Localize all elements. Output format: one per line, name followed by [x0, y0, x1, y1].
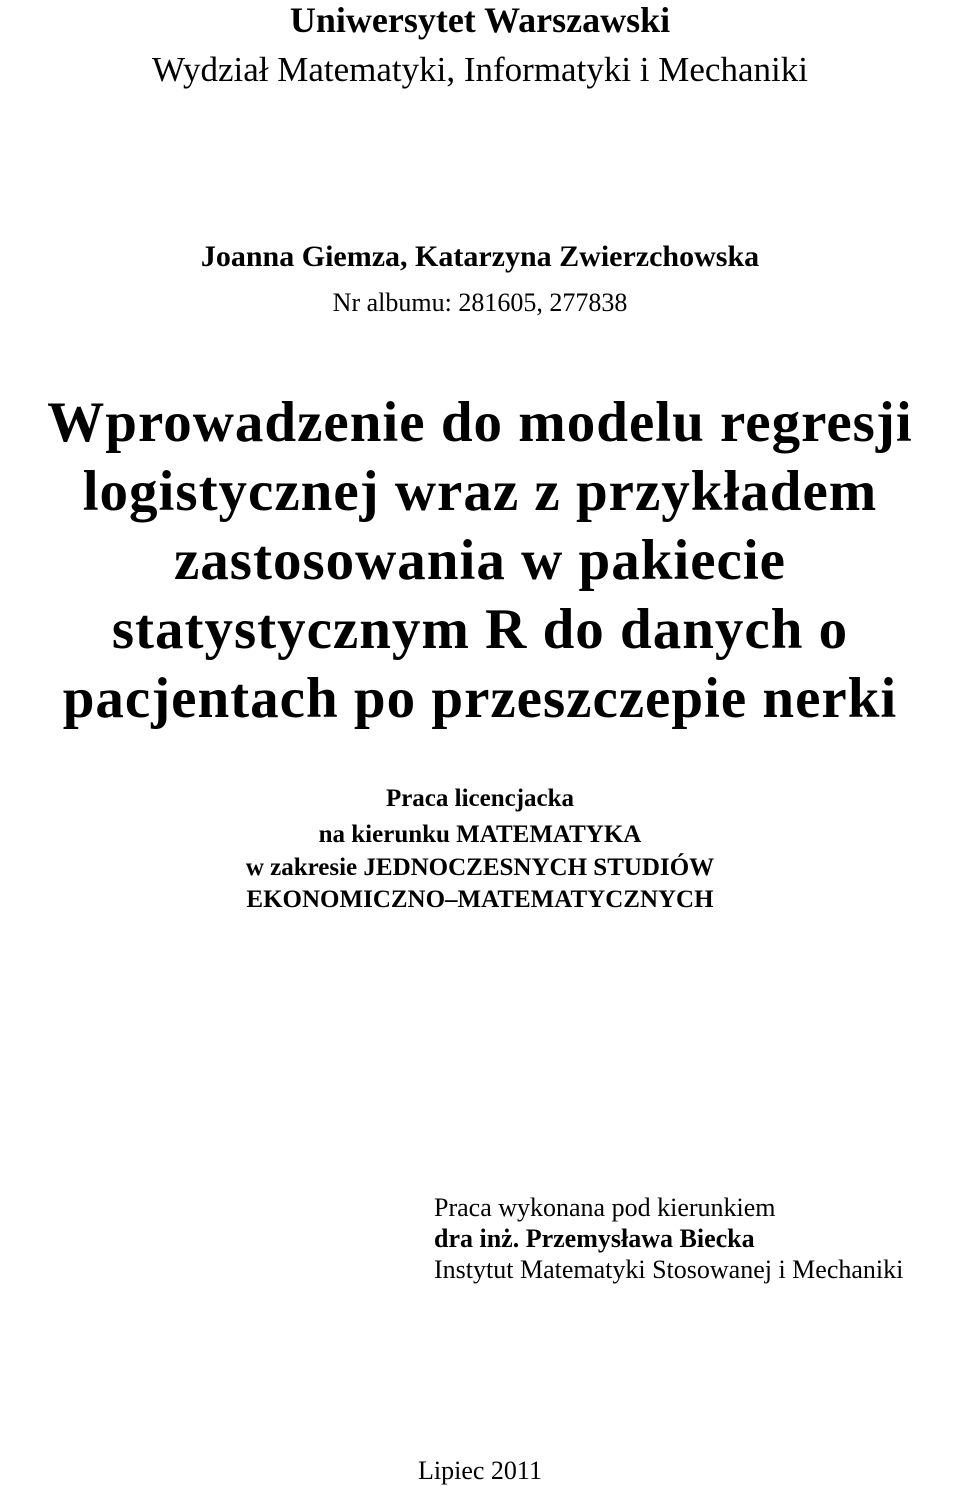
faculty-name: Wydział Matematyki, Informatyki i Mechaniki	[152, 50, 808, 89]
album-numbers: Nr albumu: 281605, 277838	[332, 288, 628, 317]
submission-date: Lipiec 2011	[418, 1456, 542, 1485]
thesis-title-line: statystycznym R do danych o	[111, 598, 849, 661]
thesis-title-line: Wprowadzenie do modelu regresji	[47, 391, 913, 454]
supervision-label: Praca wykonana pod kierunkiem	[434, 1193, 776, 1222]
university-name: Uniwersytet Warszawski	[289, 0, 671, 40]
thesis-title-line: zastosowania w pakiecie	[174, 529, 786, 592]
thesis-title-line: pacjentach po przeszczepie nerki	[62, 667, 898, 730]
supervisor-name: dra inż. Przemysława Biecka	[434, 1224, 755, 1253]
supervision-block	[434, 1192, 903, 1285]
thesis-field: na kierunku MATEMATYKA	[318, 821, 642, 848]
supervisor-institute: Instytut Matematyki Stosowanej i Mechaniki	[434, 1255, 904, 1284]
thesis-scope: w zakresie JEDNOCZESNYCH STUDIÓW	[245, 854, 715, 881]
author-names: Joanna Giemza, Katarzyna Zwierzchowska	[200, 240, 760, 273]
thesis-scope-continued: EKONOMICZNO–MATEMATYCZNYCH	[246, 886, 714, 913]
thesis-title-line: logistycznej wraz z przykładem	[82, 460, 878, 523]
thesis-type: Praca licencjacka	[385, 785, 575, 812]
